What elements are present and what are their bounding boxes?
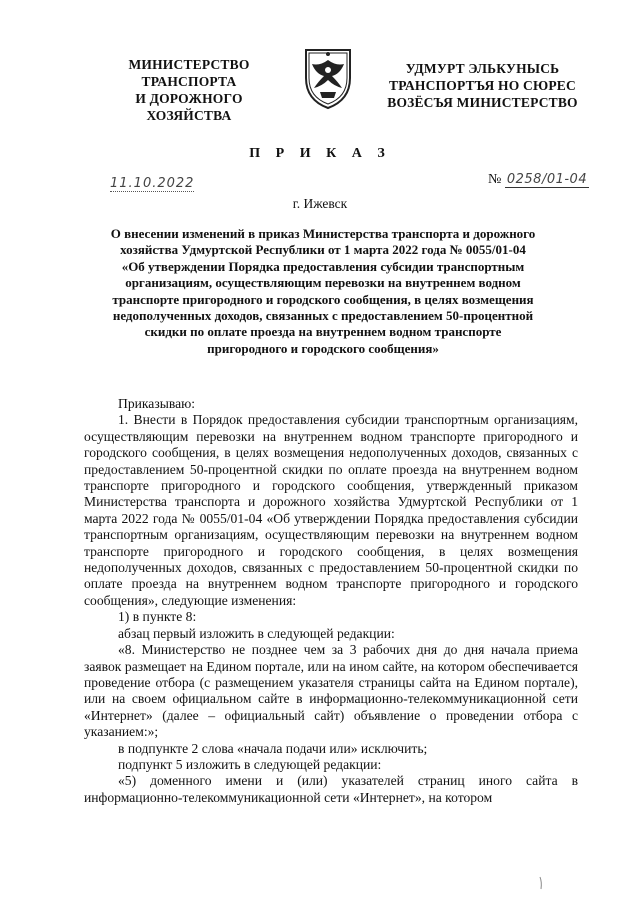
subject-line: пригородного и городского сообщения» [207, 340, 439, 356]
pen-mark-icon [538, 876, 546, 890]
subject-line: «Об утверждении Порядка предоставления субсидии транспортным [121, 258, 525, 274]
ministry-name-line: ТРАНСПОРТА [141, 74, 237, 89]
order-subject [84, 226, 562, 357]
handwritten-date: 11.10.2022 [110, 176, 195, 191]
ministry-name-line: ТРАНСПОРТЪЯ НО СЮРЕС [389, 78, 576, 93]
ministry-name-line: И ДОРОЖНОГО [135, 91, 243, 106]
handwritten-number: 0258/01-04 [506, 172, 588, 187]
body-paragraph: 1) в пункте 8: [118, 609, 197, 625]
body-paragraph: подпункт 5 изложить в следующей редакции: [118, 756, 382, 772]
number-sign: № [488, 172, 502, 187]
ministry-name-line: ХОЗЯЙСТВА [146, 108, 232, 123]
subject-line: хозяйства Удмуртской Республики от 1 марта 2022 года № 0055/01-04 [120, 242, 526, 258]
subject-line: недополученных доходов, связанных с предоставлением 50-процентной [112, 308, 534, 324]
body-paragraph: в подпункте 2 слова «начала подачи или» исключить; [118, 740, 428, 756]
body-paragraph: «8. Министерство не позднее чем за 3 рабочих дня до дня начала приема заявок размещает на Едином портале, или на ином сайте, на котором обеспечивается проведение отбора (с размещением указателя страницы сайта на Едином портале), или на своем официальном сайте в информационно-телекоммуникационной сети «Интернет» (далее – официальный сайт) объявление о проведении отбора с указанием:»; [84, 642, 578, 740]
ministry-name-udmurt [380, 60, 585, 111]
subject-line: организациям, осуществляющим перевозки на внутреннем водном [125, 275, 521, 291]
body-paragraph: «5) доменного имени и (или) указателей страниц иного сайта в информационно-телекоммуникационной сети «Интернет», на котором [84, 773, 578, 805]
body-paragraph: Приказываю: [118, 396, 196, 411]
subject-line: транспорте пригородного и городского сообщения, в целях возмещения [112, 291, 534, 307]
subject-line: скидки по оплате проезда на внутреннем водном транспорте [144, 324, 502, 340]
body-paragraph: 1. Внести в Порядок предоставления субсидии транспортным организациям, осуществляющим перевозки на внутреннем водном транспорте пригородного и городского сообщения, в целях возмещения недополученных доходов, связанных с предоставлением 50-процентной скидки по оплате проезда на внутреннем водном транспорте пригородного и городского сообщения, утвержденный приказом Министерства транспорта и дорожного хозяйства Удмуртской Республики от 1 марта 2022 года № 0055/01-04 «Об утверждении Порядка предоставления субсидии транспортным организациям, осуществляющим перевозки на внутреннем водном транспорте пригородного и городского сообщения, в целях возмещения недополученных доходов, связанных с предоставлением 50-процентной скидки по оплате проезда на внутреннем водном транспорте пригородного и городского сообщения», следующие изменения: [84, 412, 578, 608]
document-title: П Р И К А З [249, 146, 391, 161]
order-number [488, 172, 589, 188]
subject-line: О внесении изменений в приказ Министерства транспорта и дорожного [110, 226, 536, 241]
ministry-name-line: ВОЗЁСЪЯ МИНИСТЕРСТВО [387, 95, 578, 110]
coat-of-arms-icon [300, 44, 356, 110]
body-paragraph: абзац первый изложить в следующей редакции: [118, 625, 395, 641]
order-body [84, 396, 578, 806]
ministry-name-line: МИНИСТЕРСТВО [128, 57, 250, 72]
city-line: г. Ижевск [292, 196, 348, 211]
ministry-name-line: УДМУРТ ЭЛЬКУНЫСЬ [405, 61, 560, 76]
ministry-name-russian [104, 56, 274, 124]
